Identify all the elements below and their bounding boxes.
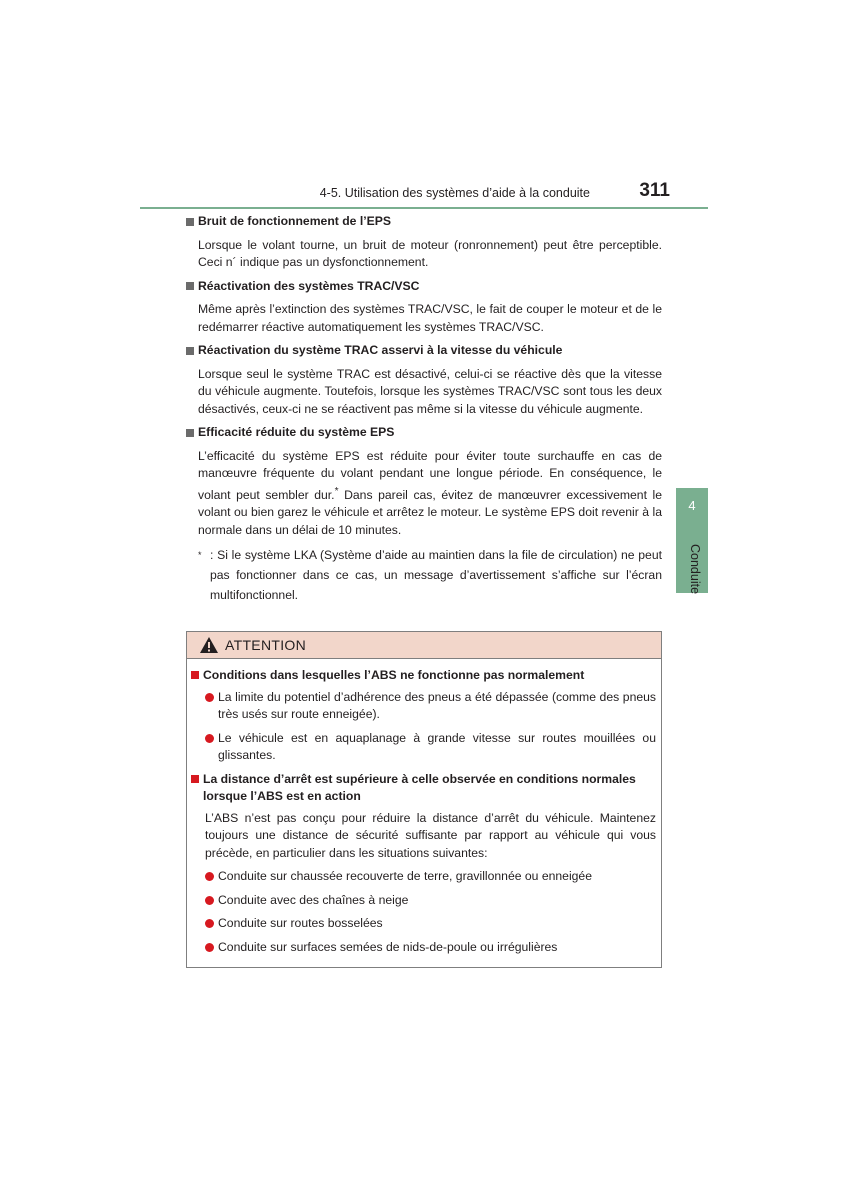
warning-title: ATTENTION: [225, 637, 306, 653]
section-heading: Bruit de fonctionnement de l’EPS: [186, 213, 662, 231]
red-dot-icon: [205, 896, 214, 905]
red-square-bullet-icon: [191, 671, 199, 679]
list-item: La limite du potentiel d’adhérence des pneus a été dépassée (comme des pneus très usés sur route enneigée).: [205, 689, 656, 724]
warning-text: L’ABS n’est pas conçu pour réduire la distance d’arrêt du véhicule. Maintenez toujours une distance de sécurité suffisante par rapport au véhicule qui vous précède, en particulier dans les situations suivantes:: [205, 810, 656, 860]
section-text: Lorsque le volant tourne, un bruit de moteur (ronronnement) peut être perceptible. Ceci n´ indique pas un dysfonctionnement.: [198, 237, 662, 269]
red-dot-icon: [205, 919, 214, 928]
red-square-bullet-icon: [191, 775, 199, 783]
main-content: [186, 213, 662, 605]
warning-header: [187, 632, 661, 659]
square-bullet-icon: [186, 429, 194, 437]
section-heading: Efficacité réduite du système EPS: [186, 424, 662, 442]
square-bullet-icon: [186, 282, 194, 290]
section-text: L’efficacité du système EPS est réduite pour éviter toute surchauffe en cas de manœuvre fréquente du volant pendant une longue période. En conséquence, le volant peut sembler dur.* Dans pareil cas, évitez de manœuvrer excessivement le volant ou bien garez le véhicule et arrêtez le moteur. Le système EPS doit revenir à la normale dans un délai de 10 minutes.: [198, 448, 663, 537]
warning-heading: Conditions dans lesquelles l’ABS ne fonctionne pas normalement: [191, 667, 656, 685]
section-text: Lorsque seul le système TRAC est désactivé, celui-ci se réactive dès que la vitesse du véhicule augmente. Toutefois, lorsque les systèmes TRAC/VSC sont tous les deux désactivés, ceux-ci ne se réactivent pas même si la vitesse du véhicule augmente.: [198, 366, 662, 416]
chapter-label: [676, 544, 708, 604]
warning-box: [186, 631, 662, 968]
chapter-number: 4: [688, 498, 696, 513]
page-number: 311: [639, 180, 670, 201]
footnote: * : Si le système LKA (Système d’aide au maintien dans la file de circulation) ne peut pas fonctionner dans ce cas, un message d’avertissement s’affiche sur l’écran multifonctionnel.: [198, 545, 662, 605]
warning-body: [187, 659, 661, 956]
list-item: Conduite avec des chaînes à neige: [205, 892, 656, 910]
list-item: Conduite sur routes bosselées: [205, 915, 656, 933]
list-item: Conduite sur chaussée recouverte de terre, gravillonnée ou enneigée: [205, 868, 656, 886]
list-item: Le véhicule est en aquaplanage à grande vitesse sur routes mouillées ou glissantes.: [205, 730, 656, 765]
warning-heading: La distance d’arrêt est supérieure à celle observée en conditions normales lorsque l’ABS est en action: [191, 771, 656, 806]
warning-triangle-icon: [199, 636, 219, 654]
footnote-ref: *: [334, 485, 339, 497]
red-dot-icon: [205, 734, 214, 743]
red-dot-icon: [205, 872, 214, 881]
warning-list: [205, 868, 656, 956]
section-heading: Réactivation du système TRAC asservi à la vitesse du véhicule: [186, 342, 662, 360]
warning-list: [205, 689, 656, 765]
footnote-text: : Si le système LKA (Système d’aide au maintien dans la file de circulation) ne peut pas fonctionner dans ce cas, un message d’avertissement s’affiche sur l’écran multifonctionnel.: [210, 548, 662, 603]
red-dot-icon: [205, 943, 214, 952]
section-text: Même après l’extinction des systèmes TRAC/VSC, le fait de couper le moteur et de le redémarrer réactive automatiquement les systèmes TRAC/VSC.: [198, 302, 662, 334]
chapter-label-text: Conduite: [688, 544, 702, 595]
square-bullet-icon: [186, 347, 194, 355]
list-item: Conduite sur surfaces semées de nids-de-poule ou irrégulières: [205, 939, 656, 957]
section-title: 4-5. Utilisation des systèmes d’aide à la conduite: [319, 186, 590, 200]
header-rule: [140, 207, 708, 209]
red-dot-icon: [205, 693, 214, 702]
section-heading: Réactivation des systèmes TRAC/VSC: [186, 278, 662, 296]
page-header: [140, 180, 708, 208]
square-bullet-icon: [186, 218, 194, 226]
